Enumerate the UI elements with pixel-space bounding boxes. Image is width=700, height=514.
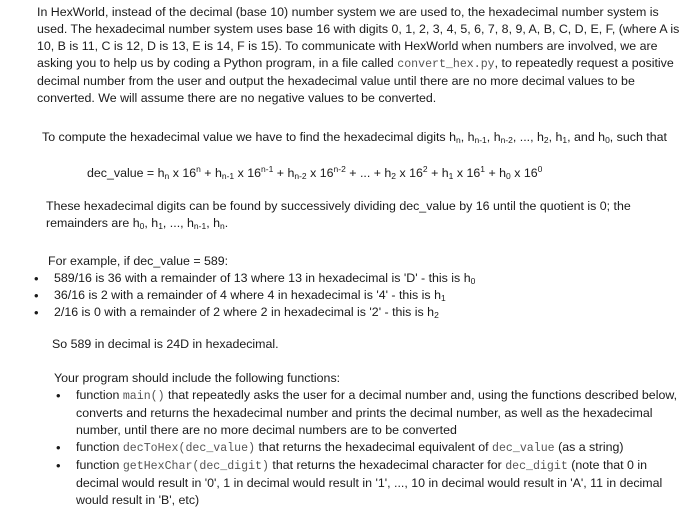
fn-main-text: that repeatedly asks the user for a decimal number and, using the functions described below, converts and returns the hexadecimal number and prints the decimal number, as well as the hexadecimal number, until there are no more decimal numbers are to be converted <box>76 388 678 437</box>
dots-h: + ... + h <box>345 166 392 180</box>
formula <box>87 165 700 182</box>
intro-text-1: In HexWorld, instead of the decimal (base 10) number system we are used to, the hexadecimal number system is used. The hexadecimal number system uses base 16 with digits 0, 1, 2, 3, 4, 5, 6, 7, 8, 9, A, B, C, D, E, F, (where A is 10, B is 11, C is 12, D is 13, E is 14, F is 15). To communicate with HexWorld when numbers are involved, we are asking you to help us by coding a Python program, in a file called <box>37 5 680 70</box>
functions-section <box>54 370 684 509</box>
and-text: , and h <box>567 130 606 144</box>
sup-2: 2 <box>422 164 428 174</box>
sup-1: 1 <box>480 164 485 174</box>
item-sub: 0 <box>470 276 476 286</box>
list-item <box>30 304 688 321</box>
sub-1: 1 <box>448 171 454 181</box>
item-text: 36/16 is 2 with a remainder of 4 where 4 in hexadecimal is '4' - this is h <box>54 288 441 302</box>
plus-h: + h <box>200 166 222 180</box>
x16: x 16 <box>306 166 334 180</box>
list-item <box>30 287 688 304</box>
period: . <box>224 216 229 230</box>
item-sub: 1 <box>440 293 446 303</box>
sub-n-1: n-1 <box>193 221 207 231</box>
sep: , <box>548 130 556 144</box>
functions-list <box>52 387 684 509</box>
x16: x 16 <box>234 166 262 180</box>
x16: x 16 <box>510 166 538 180</box>
fn-main-code: main() <box>122 390 165 403</box>
result-text: So 589 in decimal is 24D in hexadecimal. <box>52 337 279 351</box>
intro-paragraph <box>37 4 690 107</box>
fn-dectohex-text: that returns the hexadecimal equivalent of <box>255 440 492 454</box>
sub-n-1: n-1 <box>474 135 487 145</box>
fn-prefix: function <box>76 458 123 472</box>
sup-n-2: n-2 <box>333 164 346 174</box>
comma-h: , h <box>144 216 159 230</box>
fn-gethexchar-code: getHexChar(dec_digit) <box>122 460 269 473</box>
h-letter: h <box>467 130 475 144</box>
sub-1: 1 <box>158 221 163 231</box>
list-item <box>30 270 688 287</box>
sub-n: n <box>455 135 461 145</box>
plus-h: + h <box>273 166 295 180</box>
sub-0: 0 <box>605 135 610 145</box>
sub-n: n <box>164 171 170 181</box>
dots-h: , ..., h <box>162 216 194 230</box>
sub-2: 2 <box>543 135 549 145</box>
list-item <box>52 439 684 457</box>
functions-title: Your program should include the following functions: <box>54 371 341 385</box>
sub-n: n <box>220 221 225 231</box>
example-result <box>52 336 700 353</box>
sub-2: 2 <box>391 171 397 181</box>
item-text: 2/16 is 0 with a remainder of 2 where 2 in hexadecimal is '2' - this is h <box>54 305 435 319</box>
list-item <box>52 387 684 439</box>
fn-gethexchar-tail: (note that 0 in decimal would result in '0', 1 in decimal would result in '1', ..., 10 in decimal would result in 'A', 11 in decimal would result in 'B', etc) <box>76 458 663 507</box>
example-section <box>48 253 688 321</box>
item-sub: 2 <box>434 310 439 320</box>
compute-paragraph <box>42 129 688 146</box>
sub-0: 0 <box>139 221 145 231</box>
sep: , <box>460 130 468 144</box>
fn-gethexchar-text: that returns the hexadecimal character for <box>268 458 506 472</box>
sub-n-2: n-2 <box>294 171 307 181</box>
example-title: For example, if dec_value = 589: <box>48 254 229 268</box>
division-paragraph <box>46 198 688 232</box>
fn-dectohex-tail: (as a string) <box>554 440 624 454</box>
formula-lhs: dec_value = h <box>87 166 165 180</box>
sub-n-1: n-1 <box>221 171 235 181</box>
sup-n: n <box>196 164 201 174</box>
comma-h: , h <box>206 216 220 230</box>
dec-digit-code: dec_digit <box>505 460 568 473</box>
sub-1: 1 <box>562 135 568 145</box>
compute-text: To compute the hexadecimal value we have to find the hexadecimal digits h <box>42 130 456 144</box>
x16: x 16 <box>453 166 481 180</box>
sup-n-1: n-1 <box>261 164 274 174</box>
item-text: 589/16 is 36 with a remainder of 13 where 13 in hexadecimal is 'D' - this is h <box>54 271 471 285</box>
plus-h: + h <box>427 166 449 180</box>
h-letter: h <box>493 130 501 144</box>
x16: x 16 <box>396 166 423 180</box>
h-letter: h <box>555 130 563 144</box>
division-text: These hexadecimal digits can be found by successively dividing dec_value by 16 until the quotient is 0; the remainders are h <box>46 199 631 230</box>
intro-text-2: , to repeatedly request a positive decimal number from the user and output the hexadecimal value until there are no more decimal values to be converted. We will assume there are no negative values to be converted. <box>37 56 674 105</box>
x16: x 16 <box>169 166 197 180</box>
sub-n-2: n-2 <box>500 135 513 145</box>
h-dots: , ..., h <box>512 130 544 144</box>
fn-prefix: function <box>76 440 123 454</box>
fn-prefix: function <box>76 388 123 402</box>
plus-h: + h <box>485 166 507 180</box>
compute-tail: , such that <box>609 130 667 144</box>
fn-dectohex-code: decToHex(dec_value) <box>122 442 256 455</box>
list-item <box>52 457 684 509</box>
sub-0: 0 <box>506 171 511 181</box>
example-list <box>30 270 688 321</box>
sup-0: 0 <box>537 164 543 174</box>
dec-value-code: dec_value <box>492 442 555 455</box>
sep: , <box>486 130 494 144</box>
filename-code: convert_hex.py <box>397 58 495 71</box>
